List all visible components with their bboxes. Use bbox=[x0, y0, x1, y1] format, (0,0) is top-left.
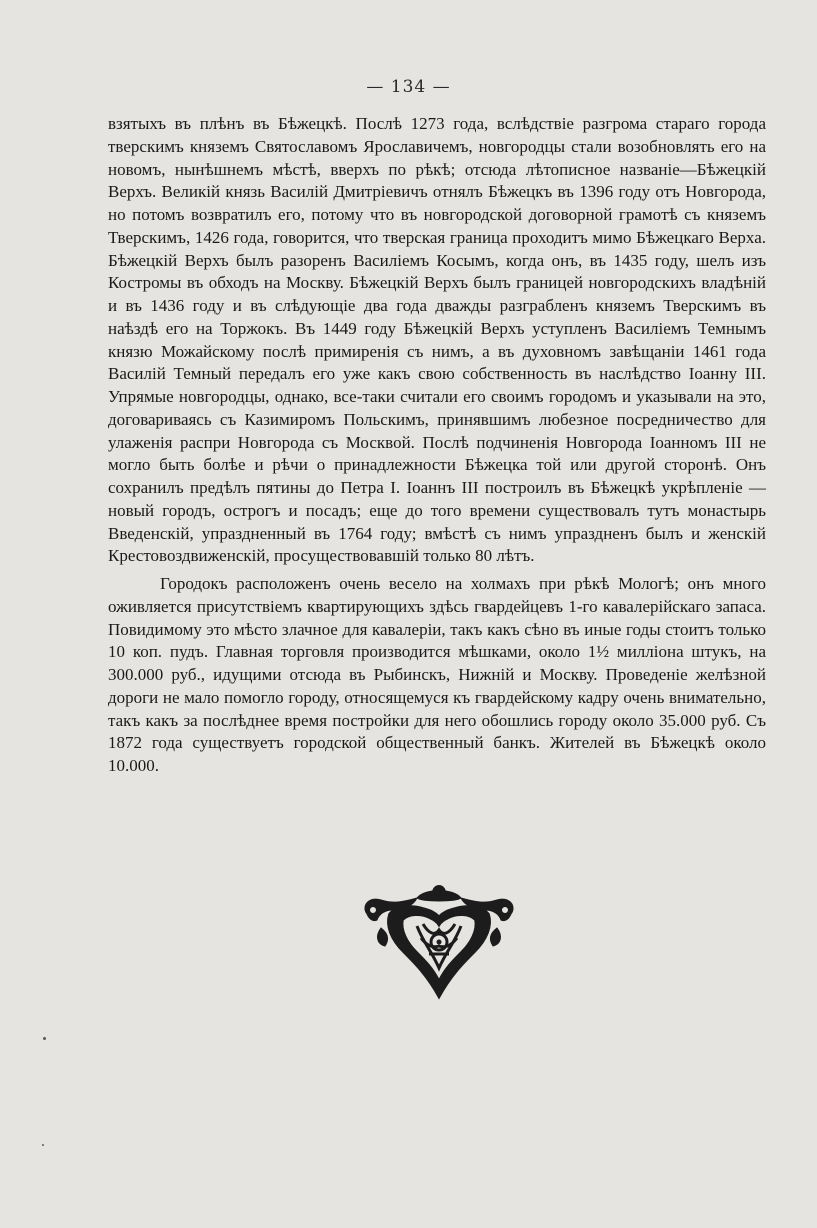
page-number: — 134 — bbox=[366, 77, 451, 97]
ornament-tailpiece-icon bbox=[359, 884, 519, 1002]
scan-speck bbox=[43, 1037, 46, 1040]
scan-speck bbox=[42, 1144, 44, 1146]
paragraph: взятыхъ въ плѣнъ въ Бѣжецкѣ. Послѣ 1273 года, вслѣдствіе разгрома стараго города тверскимъ княземъ Святославомъ Ярославичемъ, новгородцы стали возобновлять его на новомъ, нынѣшнемъ мѣстѣ, вверхъ по рѣкѣ; отсюда лѣтописное названіе—Бѣжецкій Верхъ. Великій князь Василій Дмитріевичъ отнялъ Бѣжецкъ въ 1396 году отъ Новгорода, но потомъ возвратилъ его, потому что въ новгородской договорной грамотѣ съ княземъ Тверскимъ, 1426 года, говорится, что тверская граница проходитъ мимо Бѣжецкаго Верха. Бѣжецкій Верхъ былъ разоренъ Василіемъ Косымъ, когда онъ, въ 1435 году, шелъ изъ Костромы въ обходъ на Москву. Бѣжецкій Верхъ былъ границей новгородскихъ владѣній и въ 1436 году и въ слѣдующіе два года дважды разграбленъ княземъ Тверскимъ въ наѣздѣ его на Торжокъ. Въ 1449 году Бѣжецкій Верхъ уступленъ Василіемъ Темнымъ князю Можайскому послѣ примиренія съ нимъ, а въ духовномъ завѣщаніи 1461 года Василій Темный передалъ его уже какъ свою собственность въ наслѣдство Іоанну III. Упрямые новгородцы, однако, все-таки считали его своимъ городомъ и указывали на это, договариваясь съ Казимиромъ Польскимъ, принявшимъ любезное посредничество для улаженія распри Новгорода съ Москвой. Послѣ подчиненія Новгорода Іоанномъ III не могло быть болѣе и рѣчи о принадлежности Бѣжецка той или другой сторонѣ. Онъ сохранилъ предѣлъ пятины до Петра I. Іоаннъ III построилъ въ Бѣжецкѣ укрѣпленіе — новый городъ, острогъ и посадъ; еще до того времени существовалъ тутъ монастырь Введенскій, упраздненный въ 1764 году; вмѣстѣ съ нимъ упраздненъ былъ и женскій Крестовоздвиженскій, просуществовавшій только 80 лѣтъ. bbox=[108, 114, 766, 566]
page-body bbox=[108, 113, 766, 778]
paragraph: Городокъ расположенъ очень весело на холмахъ при рѣкѣ Мологѣ; онъ много оживляется присутствіемъ квартирующихъ здѣсь гвардейцевъ 1-го кавалерійскаго запаса. Повидимому это мѣсто злачное для кавалеріи, такъ какъ сѣно въ иные годы стоитъ только 10 коп. пудъ. Главная торговля производится мѣшками, около 1½ милліона штукъ, на 300.000 руб., идущими отсюда въ Рыбинскъ, Нижній и Москву. Проведеніе желѣзной дороги не мало помогло городу, относящемуся къ гвардейскому кадру очень внимательно, такъ какъ за послѣднее время постройки для него обошлись городу около 35.000 руб. Съ 1872 года существуетъ городской общественный банкъ. Жителей въ Бѣжецкѣ около 10.000. bbox=[108, 574, 766, 775]
